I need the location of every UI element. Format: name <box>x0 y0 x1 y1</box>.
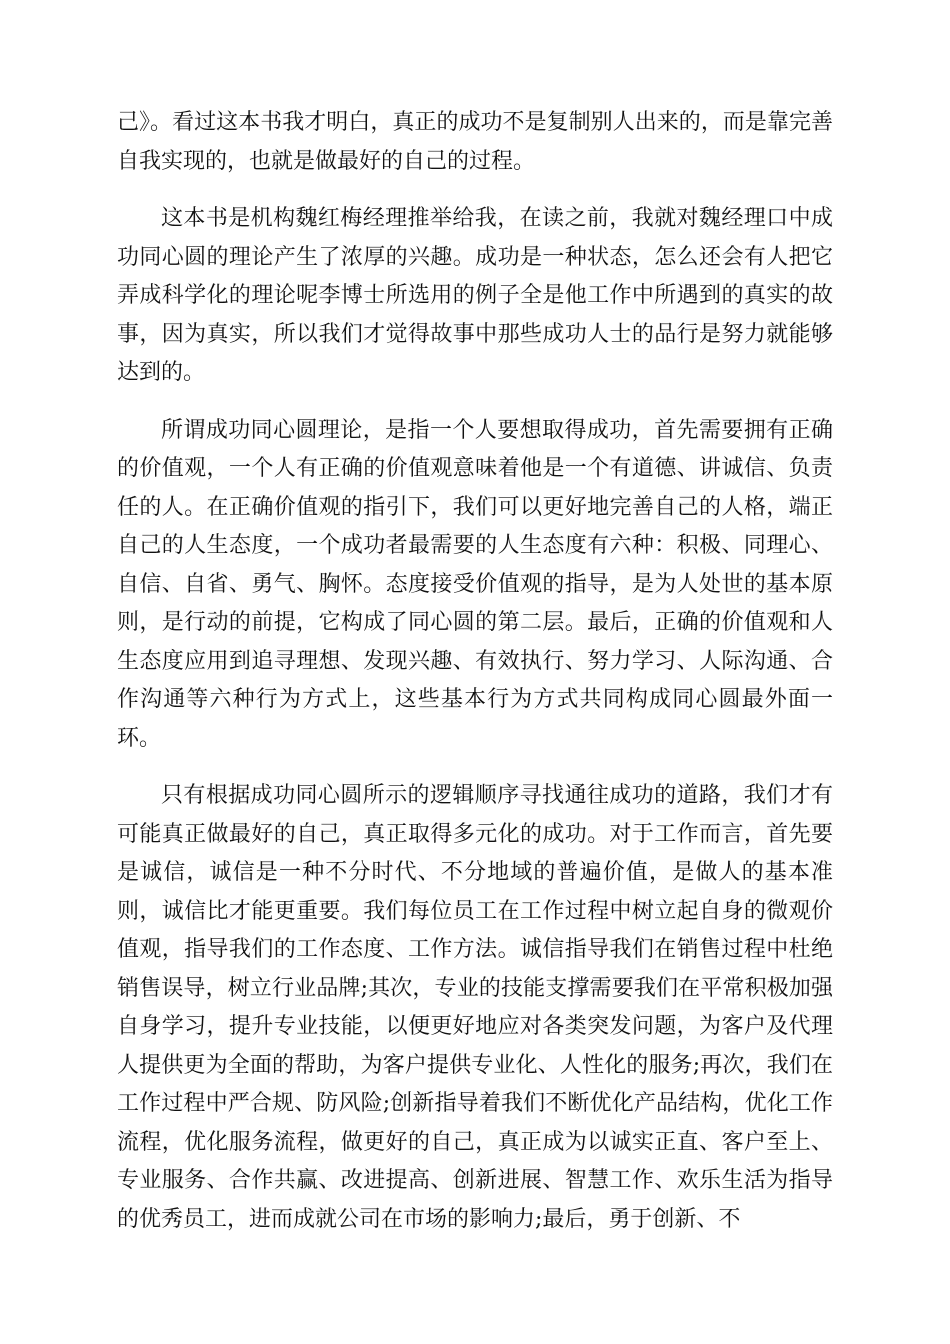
paragraph-concentric-circle-theory: 所谓成功同心圆理论，是指一个人要想取得成功，首先需要拥有正确的价值观，一个人有正确的价值观意味着他是一个有道德、讲诚信、负责任的人。在正确价值观的指引下，我们可以更好地完善自己的人格，端正自己的人生态度，一个成功者最需要的人生态度有六种：积极、同理心、自信、自省、勇气、胸怀。态度接受价值观的指导，是为人处世的基本原则，是行动的前提，它构成了同心圆的第二层。最后，正确的价值观和人生态度应用到追寻理想、发现兴趣、有效执行、努力学习、人际沟通、合作沟通等六种行为方式上，这些基本行为方式共同构成同心圆最外面一环。 <box>117 417 833 751</box>
document-page <box>117 104 833 1258</box>
paragraph-continuation: 己》。看过这本书我才明白，真正的成功不是复制别人出来的，而是靠完善自我实现的，也就是做最好的自己的过程。 <box>117 110 833 174</box>
paragraph-book-recommendation: 这本书是机构魏红梅经理推举给我，在读之前，我就对魏经理口中成功同心圆的理论产生了浓厚的兴趣。成功是一种状态，怎么还会有人把它弄成科学化的理论呢李博士所选用的例子全是他工作中所遇到的真实的故事，因为真实，所以我们才觉得故事中那些成功人士的品行是努力就能够达到的。 <box>117 206 833 385</box>
paragraph-work-application: 只有根据成功同心圆所示的逻辑顺序寻找通往成功的道路，我们才有可能真正做最好的自己，真正取得多元化的成功。对于工作而言，首先要是诚信，诚信是一种不分时代、不分地域的普遍价值，是做人的基本准则，诚信比才能更重要。我们每位员工在工作过程中树立起自身的微观价值观，指导我们的工作态度、工作方法。诚信指导我们在销售过程中杜绝销售误导，树立行业品牌;其次，专业的技能支撑需要我们在平常积极加强自身学习，提升专业技能，以便更好地应对各类突发问题，为客户及代理人提供更为全面的帮助，为客户提供专业化、人性化的服务;再次，我们在工作过程中严合规、防风险;创新指导着我们不断优化产品结构，优化工作流程，优化服务流程，做更好的自己，真正成为以诚实正直、客户至上、专业服务、合作共赢、改进提高、创新进展、智慧工作、欢乐生活为指导的优秀员工，进而成就公司在市场的影响力;最后，勇于创新、不 <box>117 783 833 1232</box>
